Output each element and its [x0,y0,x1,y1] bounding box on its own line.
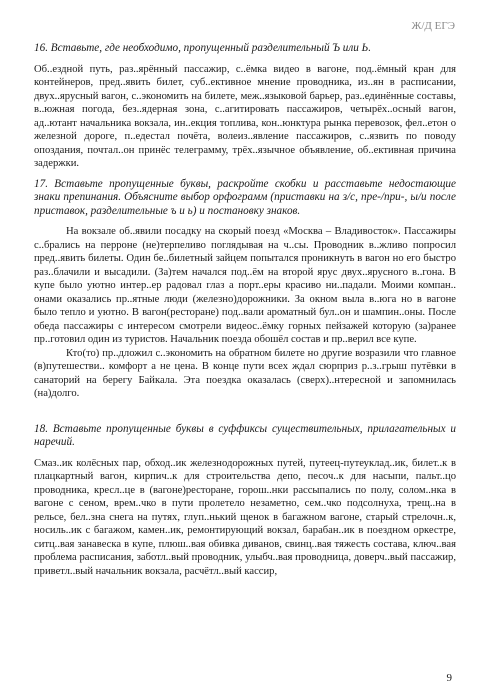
page-header: Ж/Д ЕГЭ [411,20,455,32]
task-17-paragraph-2: Кто(то) пр..дложил с..экономить на обратном билете но другие возразили что главное (в)путешестви.. комфорт а не цена. В конце пути всех ждал сюрприз р..з..грыш путёвки в санаторий на берегу Байкала. Эта поездка оказалась (сверх)..нтересной и запомнилась (на)долго. [34,347,456,399]
task-17-title: 17. Вставьте пропущенные буквы, раскройте скобки и расставьте недостающие знаки препинания. Объясните выбор орфограмм (приставки на з/с, пре-/при-, ы/и после приставок, разделительные ъ и ь) и постановку знаков. [34,177,456,217]
task-16 [34,42,456,171]
task-16-title: 16. Вставьте, где необходимо, пропущенный разделительный Ъ или Ь. [34,42,372,54]
task-18 [34,423,456,579]
task-17 [34,178,456,401]
task-17-paragraph-1: На вокзале об..явили посадку на скорый поезд «Москва – Владивосток». Пассажиры с..брались на перроне (не)терпеливо поглядывая на ч..сы. Проводник в..жливо попросил пред..явить билеты. Один бе..билетный зайцем попытался проникнуть в вагон но его быстро раз..блачили и высадили. (За)тем начался под..ём на второй ярус двух..ярусного в..гона. В купе было уютно интер..ер радовал глаз а порт..еры красиво ни..падали. Моими компан.. онами оказались пр..ятные люди (железно)дорожники. За окном выла в..юга но в вагоне было тепло и уютно. В вагон(ресторане) под..вали ароматный бул..он и шампин..оны. После обеда пассажиры с интересом смотрели видеос..ёмку горных пейзажей которую (за)ранее пр..готовил один из туристов. Начальник поезда обошёл состав и пр..верил все купе. [34,226,456,345]
task-18-title: 18. Вставьте пропущенные буквы в суффиксы существительных, прилагательных и наречий. [34,422,456,448]
page-number: 9 [446,672,452,684]
task-18-text: Смаз..ик колёсных пар, обход..ик железнодорожных путей, путеец-путеуклад..ик, билет..к в плацкартный вагон, кирпич..к для строительства депо, песоч..к для насыпи, пальт..цо проводника, кресл..це в (вагоне)ресторане, горош..нки рассыпались по полу, солом..нка в вагоне с сеном, врем..чко в пути пролетело незаметно, сем..чко подсолнуха, трещ..на в рельсе, бел..зна снега на путях, глуп..нький щенок в багажном вагоне, старый стрелочн..к, носиль..ик с багажом, камен..ик, ремонтирующий вокзал, барабан..ик в поездном оркестре, ситц..вая занавеска в купе, плюш..вая обивка диванов, свинц..вая тяжесть состава, ключ..вая проблема расписания, заботл..вый проводник, улыбч..вая проводница, доверч..вый пассажир, приветл..вый начальник вокзала, расчётл..вый кассир, [34,457,456,577]
task-16-text: Об..ездной путь, раз..ярённый пассажир, с..ёмка видео в вагоне, под..ёмный кран для контейнеров, пред..явить билет, суб..ективное мнение проводника, из..ян в расписании, двух..ярусный вагон, с..экономить на билете, меж..языковой барьер, раз..единённые составы, в..южная погода, без..ядерная зона, с..агитировать пассажиров, четырёх..осный вагон, ад..ютант начальника вокзала, ин..екция топлива, кон..юнктура рынка перевозок, фел..етон о железной дороге, п..едестал почёта, волеиз..явление пассажиров, с..язвить по поводу опоздания, почтал..он принёс телеграмму, трёх..язычное объявление, об..ективная причина задержки. [34,63,456,169]
page-content [34,42,456,578]
